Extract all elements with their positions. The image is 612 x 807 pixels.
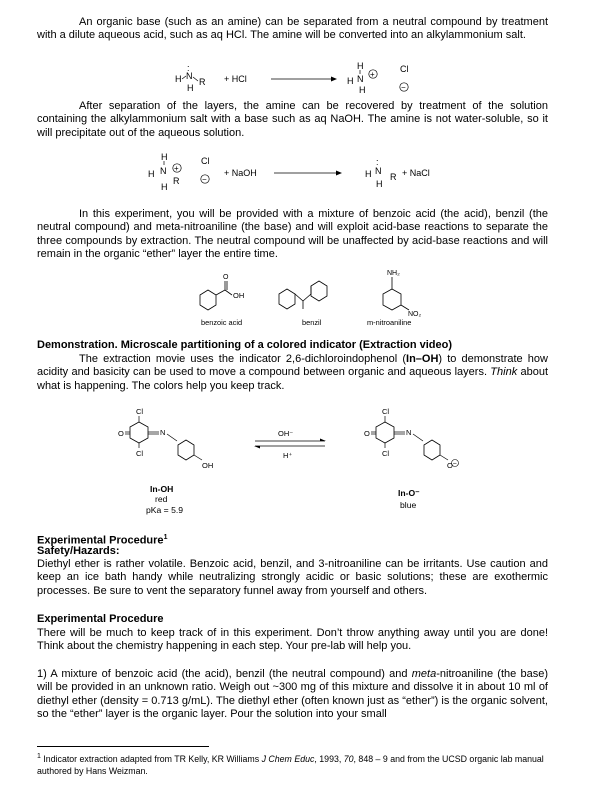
footnote: $^1$ Indicator extraction adapted from TR Kelly, KR Williams J Chem Educ, 1993, 70, 848 – 9 and from the UCSD organic lab manual authored by Hans Weizman. [37,753,544,776]
svg-text:−: − [452,460,457,468]
svg-text:Cl: Cl [136,407,144,416]
safety-heading: Safety/Hazards: [37,545,120,557]
svg-text::: : [187,63,190,73]
amine-n: N [186,71,193,81]
svg-text:O: O [223,274,229,281]
in-oh-pka: pKa = 5.9 [146,505,184,515]
amine-r: R [199,77,206,87]
svg-text:N: N [375,166,382,176]
svg-text:O: O [364,429,370,438]
in-o-name: In-O⁻ [398,488,420,498]
svg-text:OH: OH [233,291,245,300]
benzil-label: benzil [302,318,322,327]
svg-text:R: R [390,172,397,182]
svg-text:N: N [160,166,167,176]
amine-h2: H [187,83,194,93]
svg-text:R: R [173,176,180,186]
svg-text:H: H [161,152,168,162]
svg-text:OH: OH [202,461,214,470]
reaction-amine-hcl [150,60,430,100]
procedure-heading-2: Experimental Procedure [37,613,164,625]
footnote-rule [37,746,209,747]
svg-text:O: O [447,461,453,470]
benzoic-acid-structure [200,274,244,310]
in-oh-color: red [155,494,168,504]
svg-text:Cl: Cl [382,449,390,458]
reagent-hcl: + HCl [224,74,247,84]
svg-text:NO₂: NO₂ [408,311,422,318]
forward-reagent: OH⁻ [278,429,294,438]
reagent-naoh: + NaOH [224,168,257,178]
svg-text:O: O [118,429,124,438]
svg-text:H: H [376,179,383,189]
svg-text:−: − [202,175,207,184]
in-oh-name: In-OH [150,484,174,494]
svg-text:Cl: Cl [201,156,210,166]
reverse-reagent: H⁺ [283,451,293,460]
svg-text:H: H [359,85,366,95]
svg-text:H: H [347,76,354,86]
nitroaniline-structure [383,270,422,318]
svg-text:−: − [401,83,406,92]
svg-text::: : [376,157,379,167]
safety-text: Diethyl ether is rather volatile. Benzoic acid, benzil, and 3-nitroaniline can be irritants. Use caution and keep an ice bath handy while neutralizing strongly acidic or basic solutions; these are exothermic processes. Be sure to vent the separatory funnel away from yourself and others. [37,558,548,597]
step-1-text: 1) A mixture of benzoic acid (the acid), benzil (the neutral compound) and meta-nitroaniline (the base) will be provided in an unknown ratio. Weigh out ~300 mg of this mixture and dissolve it in about 10 ml of diethyl ether (density = 0.713 g/mL). The diethyl ether (often known just as “ether”) is the organic solvent, so the “ether” layer is the organic layer. Pour the solution into your small [37,668,549,721]
svg-text:+: + [370,70,375,79]
nitroaniline-label: m-nitroaniline [367,318,412,327]
in-o-minus-structure [364,407,459,470]
svg-text:H: H [161,182,168,192]
svg-text:Cl: Cl [400,64,409,74]
in-oh-structure [118,407,213,470]
svg-text:H: H [365,169,372,179]
procedure-heading: Experimental Procedure$^1$ [37,534,168,547]
indicator-equilibrium [110,404,470,494]
svg-text:N: N [357,74,364,84]
svg-text:N: N [160,428,166,437]
svg-text:N: N [406,428,412,437]
procedure-intro-text: There will be much to keep track of in this experiment. Don’t throw anything away until you are done! Think about the chemistry happening in each step. Your pre-lab will help you. [37,627,548,653]
intro-paragraph: An organic base (such as an amine) can be separated from a neutral compound by treatment with a dilute aqueous acid, such as aq HCl. The amine will be converted into an alkylammonium salt. [37,16,548,42]
in-o-color: blue [400,500,417,510]
svg-text:Cl: Cl [382,407,390,416]
demo-paragraph: The extraction movie uses the indicator 2,6-dichloroindophenol (In–OH) to demonstrate how acidity and basicity can be used to move a compound between organic and aqueous layers. Think about what is happening. The colors help you keep track. [37,353,549,392]
svg-text:+: + [174,164,179,173]
experiment-paragraph: In this experiment, you will be provided with a mixture of benzoic acid (the acid), benzil (the neutral compound) and meta-nitroaniline (the base) and will exploit acid-base reactions to separate the three compounds by extraction. The neutral compound will be unaffected by acid-base reactions and will remain in the organic “ether” layer the entire time. [37,208,548,261]
amine-h1: H [175,74,182,84]
svg-text:Cl: Cl [136,449,144,458]
demo-heading: Demonstration. Microscale partitioning of a colored indicator (Extraction video) [37,339,453,351]
benzoic-acid-label: benzoic acid [201,318,243,327]
recovery-paragraph: After separation of the layers, the amine can be recovered by treatment of the solution containing the alkylammonium salt with a base such as aq NaOH. The amine is not water-soluble, so it will precipitate out of the aqueous solution. [37,100,548,139]
benzil-structure [279,281,327,309]
reaction-salt-naoh [130,150,440,198]
svg-text:H: H [357,61,364,71]
svg-text:H: H [148,169,155,179]
svg-text:NH₂: NH₂ [387,270,400,277]
product-nacl: + NaCl [402,168,430,178]
